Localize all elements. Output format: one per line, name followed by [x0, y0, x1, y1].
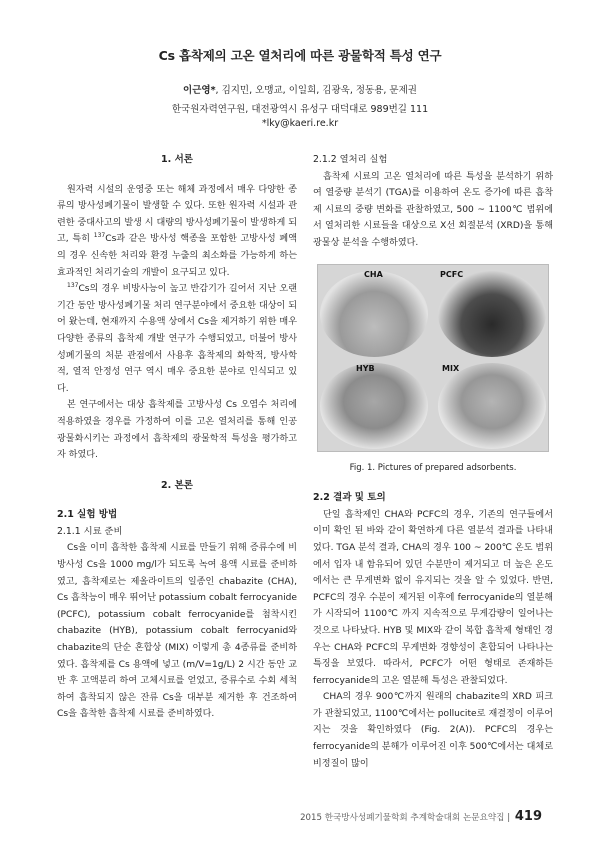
subsection-heat-treatment-heading: 2.1.2 열처리 실험	[313, 154, 388, 165]
left-column	[57, 152, 297, 723]
subsection-sample-prep-heading: 2.1.1 시료 준비	[57, 525, 123, 537]
footer-proceedings: 2015 한국방사성폐기물학회 추계학술대회 논문요약집	[300, 813, 505, 823]
affiliation: 한국원자력연구원, 대전광역시 유성구 대덕대로 989번길 111	[171, 104, 429, 115]
section-main-heading: 2. 본론	[161, 479, 193, 491]
corresponding-mark: *	[210, 85, 216, 96]
author-email: *lky@kaeri.re.kr	[261, 118, 339, 129]
co-authors: , 김지민, 오맹교, 이일희, 김광욱, 정동용, 문제권	[215, 85, 417, 96]
section-results-heading: 2.2 결과 및 토의	[313, 492, 386, 504]
adsorbent-photo	[317, 264, 549, 452]
pcfc-dish	[438, 271, 546, 357]
results-paragraph-1: 단일 흡착제인 CHA와 PCFC의 경우, 기존의 연구들에서 이미 확인 된 바와 같이 확연하게 다른 열분석 결과를 나타내었다. TGA 분석 결과, CHA의 경우 100 ~ 200℃ 온도 범위에서 입자 내 함유되어 있던 수분만이 제거되고 더 높은 온도에서는 큰 무게변화 없이 유지되는 것을 알 수 있었다. 반면, PCFC의 경우 수분이 제거된 이후에 ferrocyanide의 열분해가 시작되어 1100℃ 까지 지속적으로 무게감량이 일어나는 것으로 나타났다. HYB 및 MIX와 같이 복합 흡착제 형태인 경우는 CHA와 PCFC의 무게변화 경향성이 혼합되어 나타나는 특징을 보였다. 따라서, PCFC가 어떤 형태로 존재하든 ferrocyanide의 고온 열분해 특성은 관찰되었다.	[313, 509, 553, 686]
photo-label-mix: MIX	[442, 363, 460, 373]
page-number: 419	[514, 809, 542, 824]
photo-label-hyb: HYB	[356, 363, 375, 373]
footer-separator: |	[507, 813, 511, 823]
results-paragraph-2: CHA의 경우 900℃까지 원래의 chabazite의 XRD 피크가 관찰되었고, 1100℃에서는 pollucite로 재결정이 이루어지는 것을 확인하였다 (Fig. 2(A)). PCFC의 경우는 ferrocyanide의 분해가 이루어진 이후 500℃에서는 대체로 비정질이 많이	[313, 692, 553, 769]
photo-label-cha: CHA	[364, 269, 383, 279]
figure-caption: Fig. 1. Pictures of prepared adsorbents.	[349, 462, 517, 473]
intro-paragraph-1: 원자력 시설의 운영중 또는 해체 과정에서 매우 다양한 종류의 방사성폐기물이 발생할 수 있다. 또한 원자력 시설과 관련한 중대사고의 발생 시 대량의 방사성폐기물이 발생하게 되고, 특히 $^{137}$Cs과 같은 방사성 핵종을 포함한 고방사성 폐액의 경우 신속한 처리와 환경 누출의 최소화를 가능하게 하는 효과적인 처리기술의 개발이 요구되고 있다.	[57, 184, 297, 278]
intro-paragraph-3: 본 연구에서는 대상 흡착제를 고방사성 Cs 오염수 처리에 적용하였을 경우를 가정하여 이를 고온 열처리를 통해 인공 광물화시키는 과정에서 흡착제의 광물학적 특성을 평가하고자 하였다.	[57, 400, 297, 461]
cha-dish	[320, 271, 428, 357]
photo-label-pcfc: PCFC	[440, 269, 464, 279]
author-list	[0, 82, 600, 96]
sample-prep-paragraph: Cs을 이미 흡착한 흡착제 시료를 만들기 위해 증류수에 비방사성 Cs을 1000 mg/l가 되도록 녹여 용액 시료를 준비하였고, 흡착제로는 제올라이트의 일종인 chabazite (CHA), Cs 흡착능이 매우 뛰어난 potassium cobalt ferrocyanide (PCFC), potassium cobalt ferrocyanide를 첨착시킨 chabazite (HYB), potassium cobalt ferrocyanid와 chabazite의 단순 혼합상 (MIX) 이렇게 총 4종류를 준비하였다. 흡착제를 Cs 용액에 넣고 (m/V=1g/L) 2 시간 동안 교반 후 고액분리 하여 고체시료를 얻었고, 증류수로 수회 세척하여 흡착되지 않은 잔류 Cs을 대부분 제거한 후 건조하여 Cs을 흡착한 흡착제 시료를 준비하였다.	[57, 543, 297, 720]
lead-author: 이근영	[183, 85, 211, 96]
heat-treatment-paragraph: 흡착제 시료의 고온 열처리에 따른 특성을 분석하기 위하여 열중량 분석기 (TGA)를 이용하여 온도 증가에 따른 흡착제 시료의 중량 변화를 관찰하였고, 500 ~ 1100℃ 범위에서 열처리한 시료들을 대상으로 X선 회절분석 (XRD)을 통해 광물상 분석을 수행하였다.	[313, 171, 553, 248]
paper-title: Cs 흡착제의 고온 열처리에 따른 광물학적 특성 연구	[158, 48, 442, 63]
page-footer	[300, 809, 542, 824]
right-column	[313, 152, 553, 772]
section-intro-heading: 1. 서론	[161, 154, 193, 165]
section-methods-heading: 2.1 실험 방법	[57, 509, 118, 521]
intro-paragraph-2: $^{137}$Cs의 경우 비방사능이 높고 반감기가 길어서 지난 오랜 기간 동안 방사성폐기물 처리 연구분야에서 중요한 대상이 되어 왔는데, 현재까지 수용액 상에서 Cs을 제거하기 위한 매우 다양한 종류의 흡착제 개발 연구가 수행되었고, 더불어 방사성폐기물의 처분 관점에서 사용후 흡착제의 화학적, 방사학적, 열적 안정성 연구 역시 매우 중요한 분야로 인식되고 있다.	[57, 282, 297, 394]
